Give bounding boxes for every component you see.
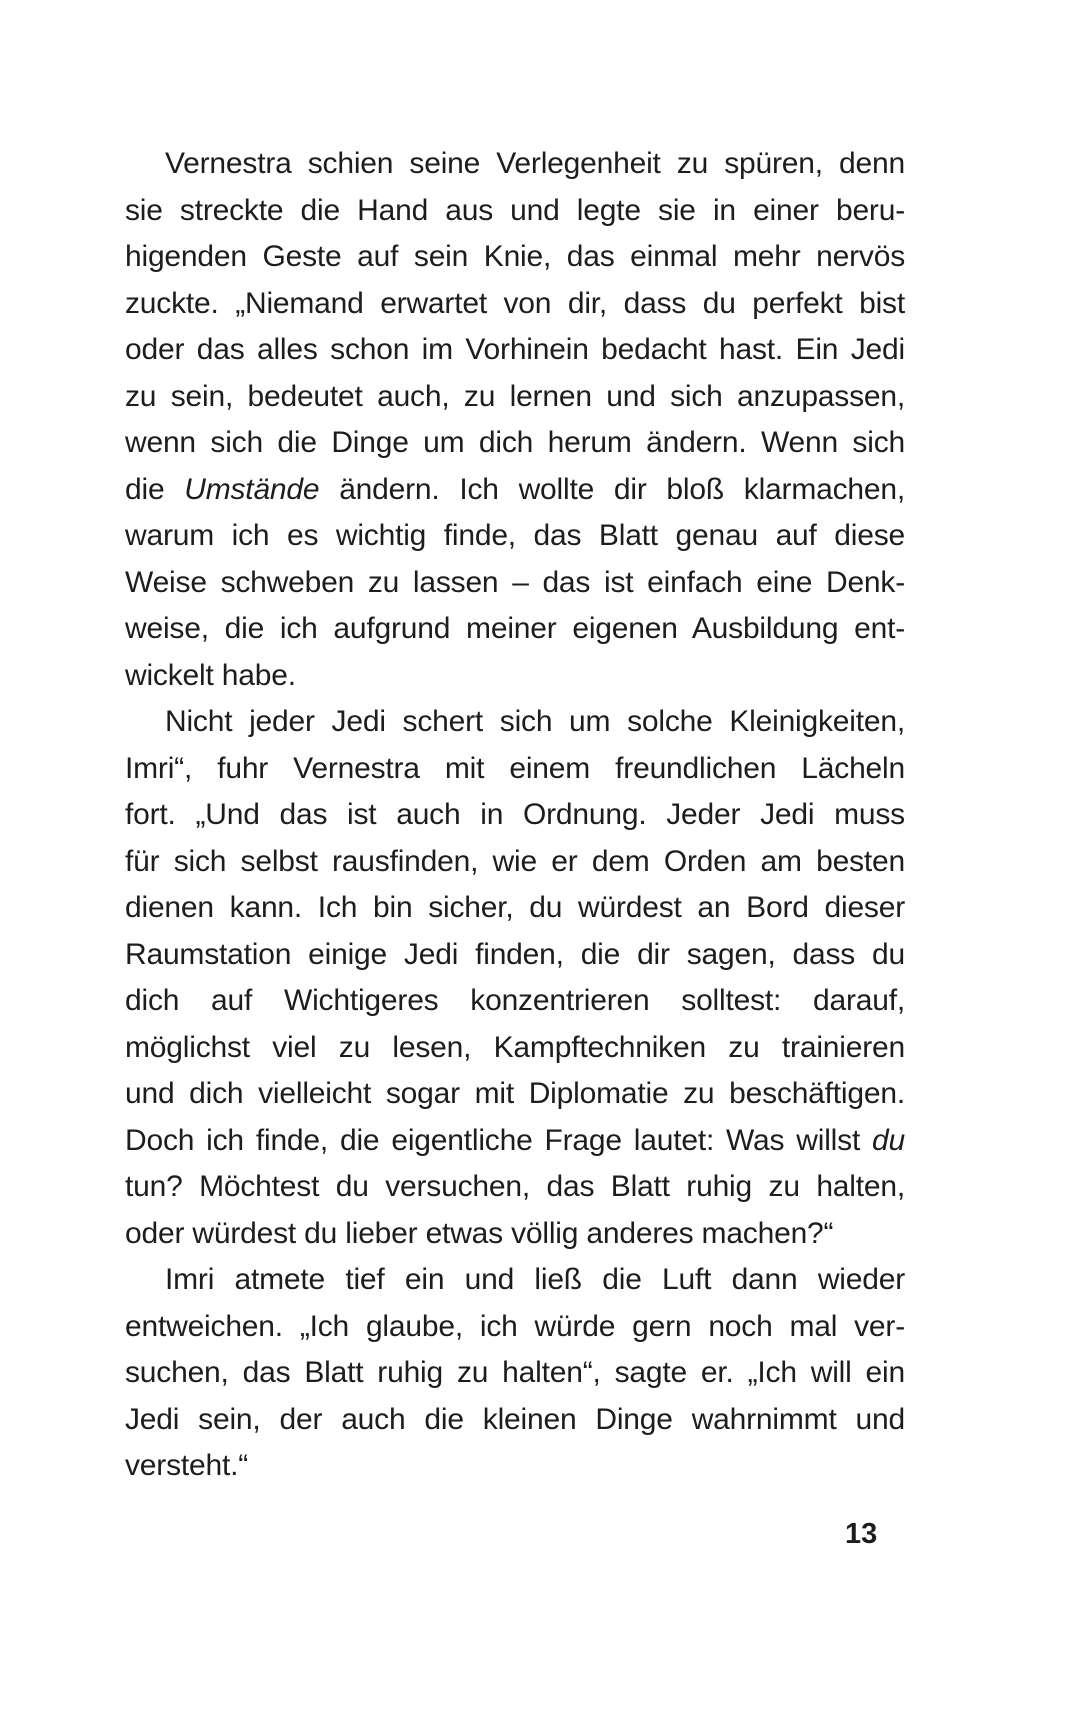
text-line [125, 978, 905, 1025]
text-segment: dienen kann. Ich bin sicher, du würdest an Bord dieser [125, 891, 905, 924]
text-block [125, 141, 905, 1490]
text-segment: wickelt habe. [125, 658, 296, 692]
text-segment: Vernestra schien seine Verlegenheit zu spüren, denn [165, 147, 905, 180]
text-line [125, 699, 905, 746]
text-line [125, 746, 905, 793]
text-line [125, 1397, 905, 1444]
text-line [125, 1025, 905, 1072]
text-line [125, 327, 905, 374]
text-segment: Imri“, fuhr Vernestra mit einem freundlichen Lächeln [125, 751, 905, 785]
text-line [125, 653, 905, 700]
text-line [125, 374, 905, 421]
italic-text-segment: Umstände [184, 472, 320, 506]
text-line [125, 188, 905, 235]
text-segment: dich auf Wichtigeres konzentrieren solltest: darauf, [125, 984, 905, 1017]
text-segment: ändern. Ich wollte dir bloß klarmachen, [319, 472, 905, 506]
text-segment: Raumstation einige Jedi finden, die dir sagen, dass du [125, 937, 905, 971]
text-line [125, 1118, 905, 1165]
text-segment: oder das alles schon im Vorhinein bedacht hast. Ein Jedi [125, 333, 905, 366]
text-line [125, 467, 905, 514]
text-line [125, 1211, 905, 1258]
text-segment: warum ich es wichtig finde, das Blatt genau auf diese [125, 519, 905, 552]
text-line [125, 932, 905, 979]
text-segment: fort. „Und das ist auch in Ordnung. Jeder Jedi muss [125, 798, 905, 831]
text-segment: entweichen. „Ich glaube, ich würde gern noch mal ver- [125, 1309, 905, 1343]
text-segment: zu sein, bedeutet auch, zu lernen und sich anzupassen, [125, 379, 905, 413]
text-line [125, 513, 905, 560]
text-segment: tun? Möchtest du versuchen, das Blatt ruhig zu halten, [125, 1170, 905, 1203]
text-segment: und dich vielleicht sogar mit Diplomatie zu beschäftigen. [125, 1077, 905, 1110]
text-line [125, 1071, 905, 1118]
text-segment: Jedi sein, der auch die kleinen Dinge wahrnimmt und [125, 1402, 905, 1436]
text-segment: zuckte. „Niemand erwartet von dir, dass du perfekt bist [125, 286, 905, 320]
text-segment: sie streckte die Hand aus und legte sie in einer beru- [125, 193, 905, 227]
text-line [125, 792, 905, 839]
text-line [125, 1257, 905, 1304]
text-line [125, 1443, 905, 1490]
text-segment: oder würdest du lieber etwas völlig anderes machen?“ [125, 1216, 834, 1250]
text-line [125, 560, 905, 607]
text-segment: Weise schweben zu lassen – das ist einfach eine Denk- [125, 565, 905, 599]
text-segment: für sich selbst rausfinden, wie er dem Orden am besten [125, 844, 905, 878]
text-segment: Nicht jeder Jedi schert sich um solche Kleinigkeiten, [165, 705, 905, 738]
text-line [125, 885, 905, 932]
page-number: 13 [845, 1518, 878, 1550]
text-line [125, 141, 905, 188]
text-segment: die [125, 472, 185, 506]
text-line [125, 1350, 905, 1397]
italic-text-segment: du [872, 1123, 905, 1157]
text-line [125, 1304, 905, 1351]
text-segment: versteht.“ [125, 1449, 249, 1482]
text-line [125, 234, 905, 281]
text-segment: Imri atmete tief ein und ließ die Luft dann wieder [165, 1263, 905, 1296]
text-line [125, 839, 905, 886]
text-line [125, 1164, 905, 1211]
text-segment: higenden Geste auf sein Knie, das einmal mehr nervös [125, 240, 905, 273]
text-line [125, 420, 905, 467]
text-segment: weise, die ich aufgrund meiner eigenen Ausbildung ent- [125, 612, 905, 645]
text-segment: möglichst viel zu lesen, Kampftechniken zu trainieren [125, 1030, 905, 1064]
text-segment: suchen, das Blatt ruhig zu halten“, sagte er. „Ich will ein [125, 1356, 905, 1389]
text-segment: wenn sich die Dinge um dich herum ändern. Wenn sich [125, 426, 905, 459]
text-line [125, 606, 905, 653]
text-segment: Doch ich finde, die eigentliche Frage lautet: Was willst [125, 1123, 873, 1157]
text-line [125, 281, 905, 328]
